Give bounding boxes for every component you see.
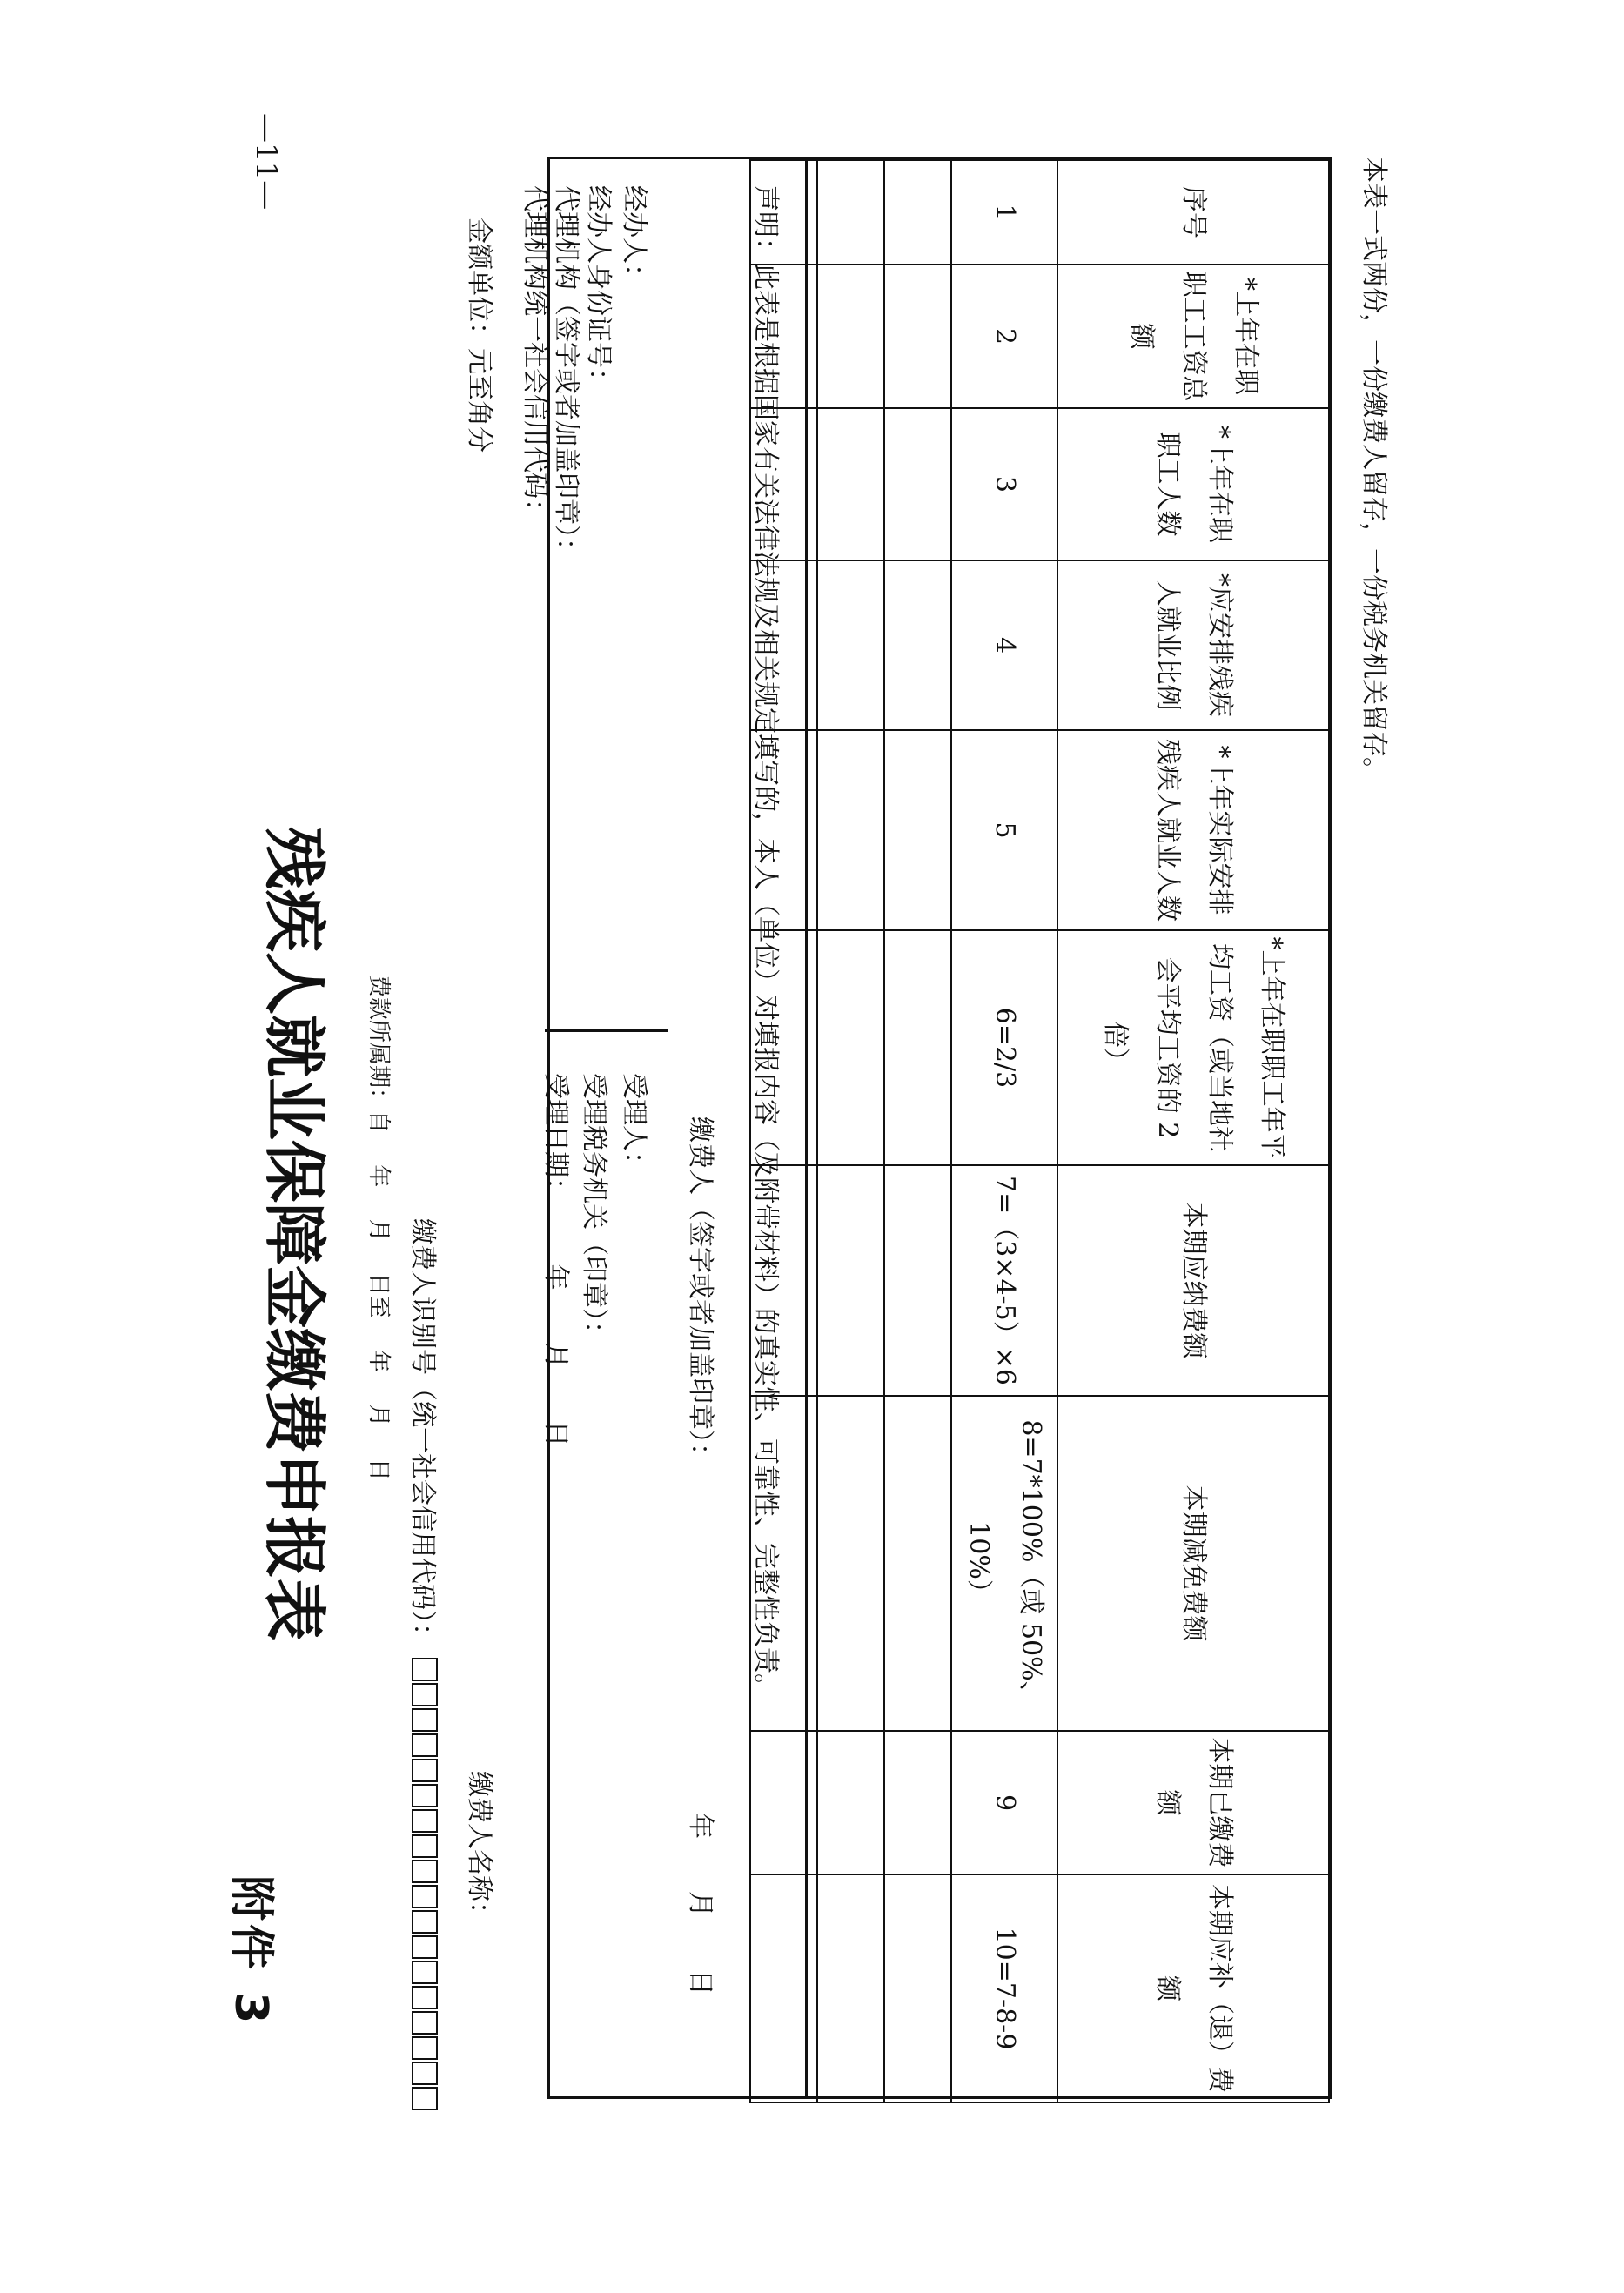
payer-name-label: 缴费人名称：	[464, 1771, 494, 1928]
header-disabled-count: *上年实际安排残疾人就业人数	[1057, 730, 1329, 930]
page-number: —11—	[249, 113, 284, 211]
handler-id-label: 经办人身份证号：	[583, 185, 614, 394]
input-cell[interactable]	[884, 160, 951, 265]
id-char-box[interactable]	[412, 1935, 438, 1959]
input-cell[interactable]	[884, 930, 951, 1165]
input-cell[interactable]	[884, 1874, 951, 2102]
input-cell[interactable]	[817, 560, 884, 730]
input-cell[interactable]	[817, 930, 884, 1165]
header-ratio: *应安排残疾人就业比例	[1057, 560, 1329, 730]
id-char-box[interactable]	[412, 1708, 438, 1732]
header-payable: 本期应纳费额	[1057, 1165, 1329, 1396]
receive-date	[540, 1073, 578, 1447]
header-refund: 本期应补（退）费额	[1057, 1874, 1329, 2102]
id-char-box[interactable]	[412, 1809, 438, 1833]
id-char-box[interactable]	[412, 1759, 438, 1782]
input-cell[interactable]	[817, 408, 884, 560]
header-paid: 本期已缴费额	[1057, 1731, 1329, 1874]
formula-cell: 8=7*100%（或 50%、10%）	[951, 1396, 1057, 1731]
id-char-box[interactable]	[412, 2062, 438, 2085]
formula-cell: 2	[951, 265, 1057, 408]
header-staff-count: *上年在职职工人数	[1057, 408, 1329, 560]
input-cell[interactable]	[817, 265, 884, 408]
declaration-date: 年 月 日	[685, 1813, 715, 1995]
period-part: 年	[366, 1164, 392, 1188]
declaration-form	[520, 157, 1332, 2099]
formula-cell: 7=（3×4-5）×6	[951, 1165, 1057, 1396]
tax-office-label: 受理税务机关（印章）：	[579, 1073, 609, 1347]
header-seq: 序号	[1057, 160, 1329, 265]
period-part: 日	[366, 1458, 392, 1481]
input-cell[interactable]	[817, 1165, 884, 1396]
id-char-box[interactable]	[412, 2036, 438, 2060]
input-cell[interactable]	[884, 408, 951, 560]
input-cell[interactable]	[817, 1731, 884, 1874]
payer-id-label: 缴费人识别号（统一社会信用代码）：	[407, 1218, 438, 1649]
period-label: 费款所属期：自	[366, 975, 392, 1134]
id-char-box[interactable]	[412, 1885, 438, 1908]
input-cell[interactable]	[884, 1396, 951, 1731]
handler-label: 经办人：	[619, 185, 649, 290]
formula-cell: 5	[951, 730, 1057, 930]
fee-table	[749, 159, 1330, 2103]
period-part: 月	[366, 1218, 392, 1242]
id-char-box[interactable]	[412, 1834, 438, 1858]
amount-unit: 金额单位：元至角分	[464, 218, 494, 453]
payer-signature-label: 缴费人（签字或者加盖印章）：	[685, 1116, 715, 1469]
formula-cell: 9	[951, 1731, 1057, 1874]
form-note: 本表一式两份，一份缴费人留存，一份税务机关留存。	[1359, 157, 1389, 783]
header-reduction: 本期减免费额	[1057, 1396, 1329, 1731]
period-part: 年	[366, 1350, 392, 1373]
input-cell[interactable]	[884, 730, 951, 930]
id-char-box[interactable]	[412, 1986, 438, 2009]
formula-cell: 3	[951, 408, 1057, 560]
receive-date-label: 受理日期：	[540, 1073, 571, 1203]
agency-label: 代理机构（签字或者加盖印章）：	[551, 185, 581, 564]
handling-section	[520, 159, 668, 2096]
formula-cell: 6=2/3	[951, 930, 1057, 1165]
header-avg-wage: *上年在职职工年平均工资（或当地社会平均工资的 2 倍）	[1057, 930, 1329, 1165]
formula-cell: 1	[951, 160, 1057, 265]
section-divider	[545, 1029, 668, 1032]
input-cell[interactable]	[884, 1165, 951, 1396]
id-char-box[interactable]	[412, 1961, 438, 1984]
id-char-box[interactable]	[412, 2087, 438, 2110]
formula-cell: 4	[951, 560, 1057, 730]
period-part: 日至	[366, 1272, 392, 1318]
id-char-box[interactable]	[412, 1658, 438, 1681]
id-char-box[interactable]	[412, 1860, 438, 1883]
period-part: 月	[366, 1404, 392, 1427]
id-char-box[interactable]	[412, 1683, 438, 1706]
fee-period	[365, 975, 397, 1505]
agency-code-label: 代理机构统一社会信用代码：	[520, 185, 550, 525]
input-cell[interactable]	[884, 560, 951, 730]
input-cell[interactable]	[817, 1874, 884, 2102]
receiver-label: 受理人：	[619, 1073, 649, 1177]
payer-id-row	[405, 1218, 445, 2112]
receive-date-value: 年 月 日	[540, 1264, 571, 1447]
id-char-box[interactable]	[412, 2011, 438, 2035]
input-cell[interactable]	[817, 1396, 884, 1731]
input-cell[interactable]	[884, 1731, 951, 1874]
id-char-box[interactable]	[412, 1733, 438, 1757]
formula-cell: 10=7-8-9	[951, 1874, 1057, 2102]
declaration-section	[668, 159, 808, 2096]
id-char-box[interactable]	[412, 1784, 438, 1807]
input-cell[interactable]	[817, 730, 884, 930]
payer-id-boxes[interactable]	[405, 1658, 438, 2112]
header-wage-total: *上年在职职工工资总额	[1057, 265, 1329, 408]
attachment-label: 附件 3	[225, 1875, 277, 2028]
input-cell[interactable]	[884, 265, 951, 408]
declaration-text: 声明：此表是根据国家有关法律法规及相关规定填写的，本人（单位）对填报内容（及附带材料）的真实性、可靠性、完整性负责。	[750, 185, 781, 1700]
input-cell[interactable]	[817, 160, 884, 265]
form-title: 残疾人就业保障金缴费申报表	[258, 827, 331, 1642]
id-char-box[interactable]	[412, 1910, 438, 1934]
